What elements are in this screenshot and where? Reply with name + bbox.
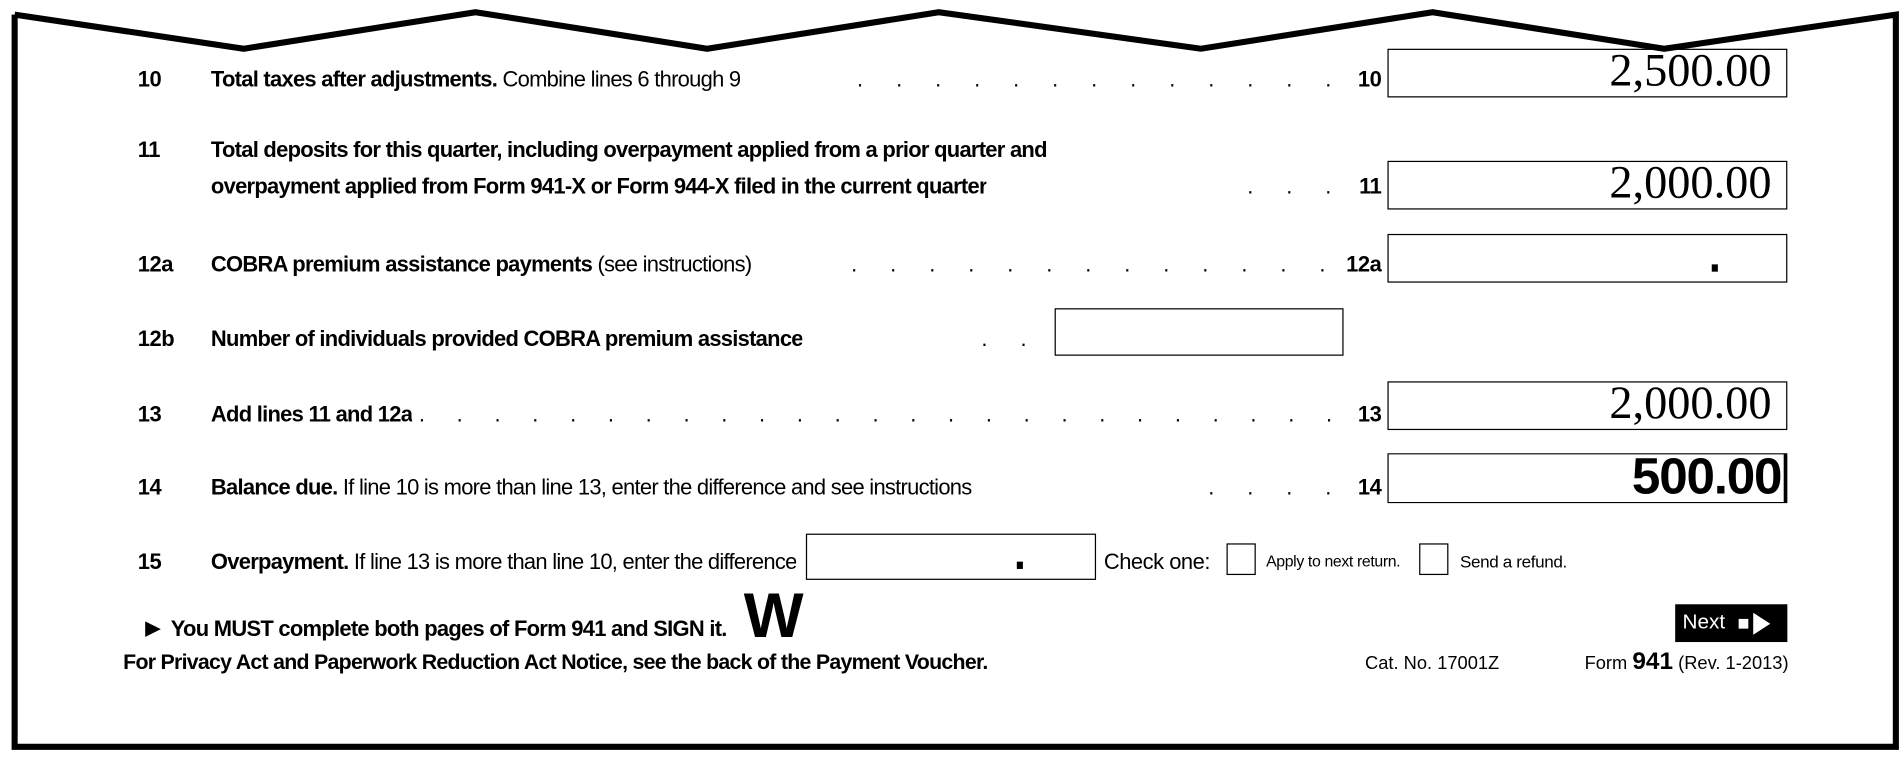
must-sign-row [145, 581, 804, 652]
form-id: Form 941 (Rev. 1-2013) [1584, 648, 1789, 675]
line-ref: 13 [1357, 402, 1382, 427]
line-10-amount-field[interactable] [1387, 45, 1787, 98]
next-button[interactable] [1675, 604, 1787, 642]
line-number: 12a [137, 252, 173, 277]
must-sign-notice: You MUST complete both pages of Form 941 and SIGN it. [170, 616, 727, 641]
line-number: 15 [137, 549, 162, 574]
apply-to-next-return-checkbox[interactable] [1227, 543, 1256, 575]
leader-dots: . . . . [1208, 475, 1345, 500]
line-ref: 11 [1359, 174, 1382, 199]
line-number: 12b [137, 326, 175, 351]
leader-dots: . . . [1247, 174, 1345, 199]
next-label: Next [1682, 610, 1726, 634]
line-label: COBRA premium assistance payments (see instructions) [210, 252, 752, 277]
line-label: Number of individuals provided COBRA premium assistance [210, 326, 803, 351]
next-arrow-icon [1739, 610, 1783, 637]
line-label: Total deposits for this quarter, including overpayment applied from a prior quarter and [210, 137, 1047, 163]
line-ref: 10 [1357, 67, 1382, 92]
apply-to-next-return-label: Apply to next return. [1266, 551, 1401, 571]
amount-value: 2,000.00 [1609, 157, 1772, 209]
catalog-number: Cat. No. 17001Z [1365, 653, 1500, 674]
arrow-right-icon: ▶ [145, 616, 162, 640]
line-12a-amount-field[interactable] [1387, 234, 1787, 283]
line-number: 10 [137, 67, 162, 92]
leader-dots: . . . . . . . . . . . . . . . . . . . . . . . . . [418, 402, 1345, 427]
line-label: Total taxes after adjustments. Combine lines 6 through 9 [210, 67, 741, 92]
leader-dots: . . [981, 326, 1040, 351]
line-13-amount-field[interactable] [1387, 377, 1787, 430]
line-11-row [138, 136, 1382, 163]
privacy-notice: For Privacy Act and Paperwork Reduction Act Notice, see the back of the Payment Voucher. [123, 649, 988, 674]
signature-mark: W [743, 581, 804, 652]
line-number: 13 [137, 402, 162, 427]
check-one-label: Check one: [1103, 549, 1210, 574]
line-label-cont: overpayment applied from Form 941-X or Form 944-X filed in the current quarter [210, 174, 987, 199]
footer-row [123, 648, 1788, 677]
line-11-row-cont [138, 173, 1382, 200]
line-label: Balance due. If line 10 is more than line 13, enter the difference and see instructions [210, 475, 972, 500]
line-10-row [138, 66, 1382, 93]
line-15-overpayment-field[interactable] [806, 534, 1096, 580]
leader-dots: . . . . . . . . . . . . . [857, 67, 1345, 92]
line-12a-row [138, 251, 1382, 278]
leader-dots: . . . . . . . . . . . . . [851, 252, 1339, 277]
decimal-point [1712, 264, 1718, 271]
line-label: Overpayment. If line 13 is more than line 10, enter the difference [210, 549, 797, 574]
amount-value: 2,000.00 [1609, 377, 1772, 429]
line-14-row [138, 474, 1382, 501]
send-refund-label: Send a refund. [1459, 551, 1567, 572]
line-number: 11 [137, 137, 161, 163]
line-12b-count-field[interactable] [1055, 308, 1344, 356]
line-ref: 12a [1346, 252, 1382, 277]
send-refund-checkbox[interactable] [1420, 543, 1449, 575]
line-12b-row [138, 325, 1040, 352]
line-label: Add lines 11 and 12a [210, 402, 413, 427]
line-14-balance-due-field[interactable] [1387, 447, 1787, 505]
line-13-row [138, 401, 1382, 428]
line-15-row [138, 534, 1567, 580]
amount-value: 2,500.00 [1609, 45, 1772, 97]
line-number: 14 [137, 475, 162, 500]
line-11-amount-field[interactable] [1387, 157, 1787, 210]
amount-value: 500.00 [1631, 447, 1782, 505]
decimal-point [1017, 562, 1023, 569]
line-ref: 14 [1357, 475, 1382, 500]
